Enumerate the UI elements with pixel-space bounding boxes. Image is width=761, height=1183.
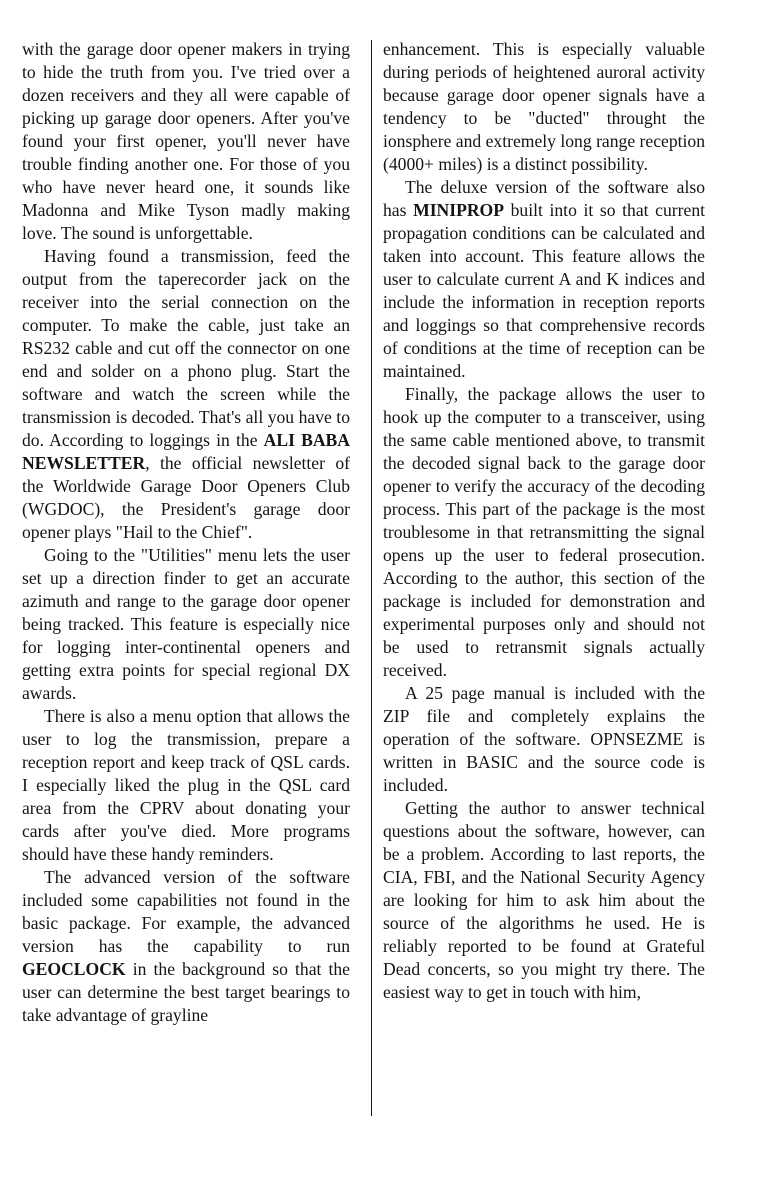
miniprop-name: MINIPROP <box>413 200 504 220</box>
right-paragraph-5: Getting the author to answer technical questions about the software, however, can be a problem. According to last reports, the CIA, FBI, and the National Security Agency are looking for him to ask him about the source of the algorithms he used. He is reliably reported to be found at Grateful Dead concerts, so you might try there. The easiest way to get in touch with him, <box>383 798 705 1002</box>
left-paragraph-2 <box>22 245 350 544</box>
left-paragraph-5 <box>22 866 350 1027</box>
column-divider <box>371 40 372 1116</box>
left-paragraph-2-text-b: , the official newsletter of the Worldwide Garage Door Openers Club (WGDOC), the President's garage door opener plays "Hail to the Chief". <box>22 453 350 542</box>
left-paragraph-4: There is also a menu option that allows the user to log the transmission, prepare a reception report and keep track of QSL cards. I especially liked the plug in the QSL card area from the CPRV about donating your cards after you've died. More programs should have these handy reminders. <box>22 706 350 864</box>
left-paragraph-3: Going to the "Utilities" menu lets the user set up a direction finder to get an accurate azimuth and range to the garage door opener being tracked. This feature is especially nice for logging inter-continental openers and getting extra points for special regional DX awards. <box>22 545 350 703</box>
left-paragraph-5-text-b: in the background so that the user can determine the best target bearings to take advantage of grayline <box>22 959 350 1025</box>
left-paragraph-5-text-a: The advanced version of the software included some capabilities not found in the basic package. For example, the advanced version has the capability to run <box>22 867 350 956</box>
left-paragraph-1: with the garage door opener makers in trying to hide the truth from you. I've tried over a dozen receivers and they all were capable of picking up garage door openers. After you've found your first opener, you'll never have trouble finding another one. For those of you who have never heard one, it sounds like Madonna and Mike Tyson madly making love. The sound is unforgettable. <box>22 39 350 243</box>
right-paragraph-2-text-a: The deluxe version of the software also has <box>383 177 705 220</box>
geoclock-name: GEOCLOCK <box>22 959 126 979</box>
right-column <box>383 38 705 1004</box>
right-paragraph-2 <box>383 176 705 383</box>
right-paragraph-2-text-b: built into it so that current propagation conditions can be calculated and taken into account. This feature allows the user to calculate current A and K indices and include the information in reception reports and loggings so that comprehensive records of conditions at the time of reception can be maintained. <box>383 200 706 381</box>
left-paragraph-2-text-a: Having found a transmission, feed the output from the taperecorder jack on the receiver into the serial connection on the computer. To make the cable, just take an RS232 cable and cut off the connector on one end and solder on a phono plug. Start the software and watch the screen while the transmission is decoded. That's all you have to do. According to loggings in the <box>22 246 350 450</box>
right-paragraph-3: Finally, the package allows the user to hook up the computer to a transceiver, using the same cable mentioned above, to transmit the decoded signal back to the garage door opener to verify the accuracy of the decoding process. This part of the package is the most troublesome in that retransmitting the signal opens up the user to federal prosecution. According to the author, this section of the package is included for demonstration and experimental purposes only and should not be used to retransmit signals actually received. <box>383 384 705 680</box>
left-column <box>22 38 350 1027</box>
right-paragraph-4: A 25 page manual is included with the ZIP file and completely explains the operation of the software. OPNSEZME is written in BASIC and the source code is included. <box>383 683 705 795</box>
right-paragraph-1: enhancement. This is especially valuable during periods of heightened auroral activity because garage door opener signals have a tendency to be "ducted" throught the ionsphere and extremely long range reception (4000+ miles) is a distinct possibility. <box>383 39 705 174</box>
newsletter-name: ALI BABA NEWSLETTER <box>22 430 350 473</box>
